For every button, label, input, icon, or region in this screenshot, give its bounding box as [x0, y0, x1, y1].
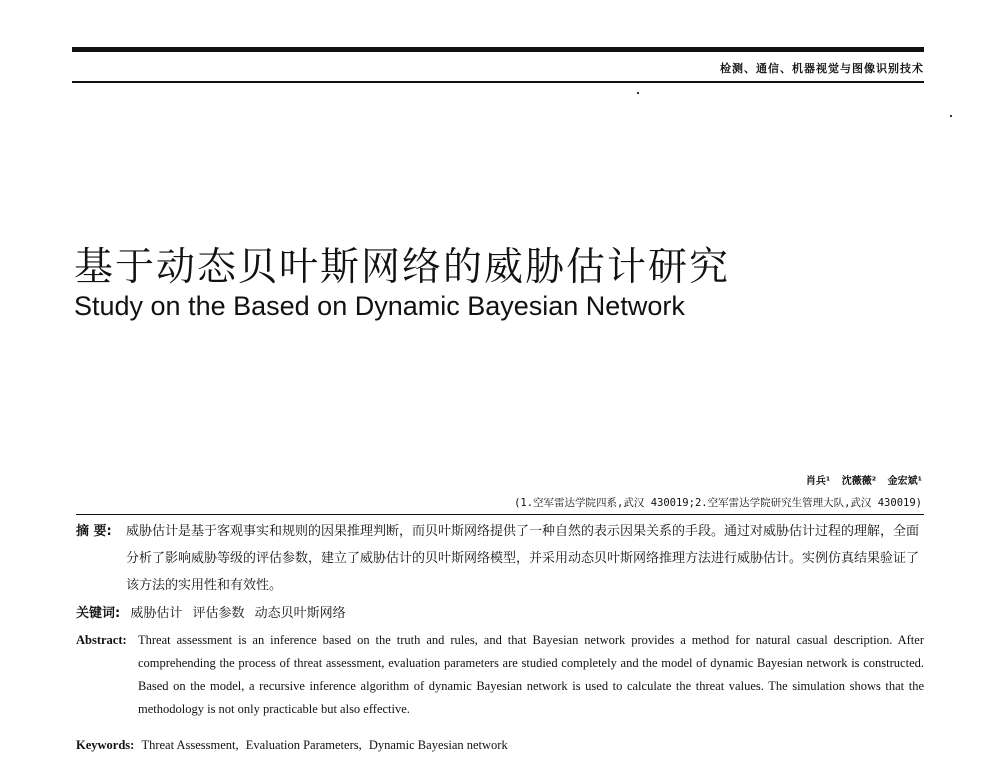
keywords-english — [76, 738, 508, 753]
keyword: Evaluation Parameters, — [245, 738, 362, 752]
keywords-chinese — [76, 602, 346, 621]
scan-speck — [637, 92, 639, 94]
keyword: 威胁估计 — [130, 606, 183, 621]
abstract-english-text: Threat assessment is an inference based on the truth and rules, and that Bayesian network provides a method for natural casual description. After comprehending the process of threat assessment, evaluation parameters are studied completely and the model of dynamic Bayesian network is constructed. Based on the model, a recursive inference algorithm of dynamic Bayesian network is used to calculate the threat values. The simulation shows that the methodology is not only practicable but also effective. — [138, 633, 924, 716]
title-english: Study on the Based on Dynamic Bayesian Network — [74, 291, 685, 321]
abstract-chinese — [76, 518, 924, 599]
header-rule-thick — [72, 47, 924, 52]
affiliation-rule — [76, 514, 924, 515]
header-rule-thin — [72, 81, 924, 83]
keywords-chinese-label: 关键词: — [76, 606, 121, 621]
keyword: 评估参数 — [192, 606, 245, 621]
abstract-chinese-label: 摘 要: — [76, 524, 112, 539]
author: 沈薇薇² — [841, 476, 877, 487]
author: 金宏斌¹ — [887, 476, 922, 487]
title-chinese: 基于动态贝叶斯网络的威胁估计研究 — [74, 245, 731, 290]
author: 肖兵¹ — [805, 476, 831, 487]
keyword: 动态贝叶斯网络 — [254, 606, 346, 621]
keywords-english-label: Keywords: — [76, 738, 135, 752]
abstract-chinese-text: 威胁估计是基于客观事实和规则的因果推理判断，而贝叶斯网络提供了一种自然的表示因果关系的手段。通过对威胁估计过程的理解，全面分析了影响威胁等级的评估参数，建立了威胁估计的贝叶斯网络模型，并采用动态贝叶斯网络推理方法进行威胁估计。实例仿真结果验证了该方法的实用性和有效性。 — [126, 524, 920, 593]
scan-speck — [950, 115, 952, 117]
keyword: Dynamic Bayesian network — [368, 738, 508, 752]
abstract-english — [76, 629, 924, 721]
keyword: Threat Assessment, — [141, 738, 239, 752]
abstract-english-label: Abstract: — [76, 633, 127, 647]
section-header: 检测、通信、机器视觉与图像识别技术 — [720, 62, 924, 75]
author-list — [798, 472, 922, 487]
affiliation: (1.空军雷达学院四系,武汉 430019;2.空军雷达学院研究生管理大队,武汉 430019) — [514, 497, 922, 509]
